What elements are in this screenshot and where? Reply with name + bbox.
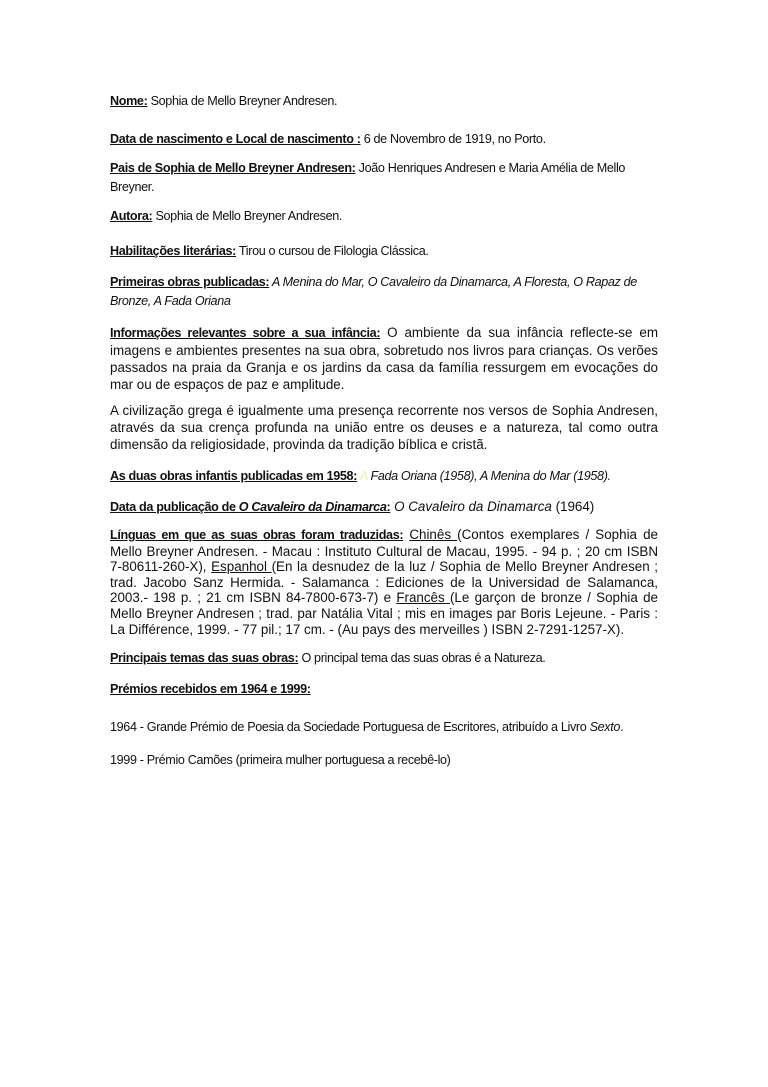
premio-1964-end: .: [620, 720, 624, 735]
nome-value: Sophia de Mello Breyner Andresen.: [147, 94, 338, 108]
lang-frances-text: (Le garçon de bronze / Sophia de Mello Breyner Andresen ; trad. par Natália Vital ; mis en images par Boris Lejeune. - Paris : La Différence, 1999. - 77 pil.; 17 cm. - (Au pays des merveilles ) ISBN 2-7291-1257-X).: [110, 590, 658, 637]
nome-label: Nome:: [110, 94, 148, 108]
premios-heading: [110, 680, 658, 699]
lang-chines-text: (Contos exemplares / Sophia de Mello Breyner Andresen. - Macau : Instituto Cultural de Macau, 1995. - 94 p. ; 20 cm ISBN 7-80611-260-X),: [110, 527, 658, 575]
primeiras-obras-label: Primeiras obras publicadas:: [110, 275, 270, 289]
premio-1964-title: Sexto: [589, 720, 621, 735]
cavaleiro-label-prefix: Data da publicação de: [110, 500, 239, 514]
cavaleiro-year: (1964): [551, 499, 595, 514]
infancia-paragraph: [110, 324, 658, 393]
pais-value: João Henriques Andresen e Maria Amélia de Mello Breyner.: [110, 161, 626, 194]
premios-label: Prémios recebidos em 1964 e 1999:: [110, 682, 311, 697]
cavaleiro-title: O Cavaleiro da Dinamarca: [390, 499, 552, 514]
cavaleiro-line: [110, 497, 658, 517]
habilitacoes-label: Habilitações literárias:: [110, 244, 236, 258]
temas-label: Principais temas das suas obras:: [110, 651, 299, 666]
habilitacoes-line: [110, 242, 658, 261]
nome-line: [110, 92, 658, 111]
premio-1999: 1999 - Prémio Camões (primeira mulher portuguesa a recebê-lo): [110, 753, 451, 768]
nascimento-line: [110, 130, 658, 149]
obras-infantis-value: Fada Oriana (1958), A Menina do Mar (1958).: [367, 469, 611, 483]
infancia-label: Informações relevantes sobre a sua infância:: [110, 326, 381, 340]
lang-frances: Francês: [396, 590, 450, 606]
lang-espanhol-text: (En la desnudez de la luz / Sophia de Mello Breyner Andresen ; trad. Jacobo Sanz Hermida. - Salamanca : Ediciones de la Universidad de Salamanca, 2003.- 198 p. ; 21 cm ISBN 84-7800-673-7) e: [110, 559, 658, 606]
habilitacoes-value: Tirou o cursou de Filologia Clássica.: [236, 244, 429, 258]
autora-label: Autora:: [110, 209, 153, 223]
temas-line: [110, 649, 658, 668]
primeiras-obras-line: [110, 273, 658, 311]
nascimento-value: 6 de Novembro de 1919, no Porto.: [360, 132, 546, 146]
premio-1964: [110, 718, 658, 737]
autora-line: [110, 207, 658, 226]
obras-infantis-label: As duas obras infantis publicadas em 1958:: [110, 469, 358, 483]
linguas-paragraph: [110, 527, 658, 637]
obras-infantis-line: [110, 467, 658, 486]
pais-label: Pais de Sophia de Mello Breyner Andresen:: [110, 161, 356, 175]
nascimento-label: Data de nascimento e Local de nascimento :: [110, 132, 361, 146]
primeiras-obras-value: A Menina do Mar, O Cavaleiro da Dinamarca, A Floresta, O Rapaz de Bronze, A Fada Oriana: [110, 275, 637, 308]
obras-infantis-mark: A: [357, 469, 368, 483]
premio-1964-text: 1964 - Grande Prémio de Poesia da Sociedade Portuguesa de Escritores, atribuído a Livro: [110, 720, 590, 735]
linguas-label: Línguas em que as suas obras foram traduzidas:: [110, 528, 404, 542]
temas-value: O principal tema das suas obras é a Natureza.: [298, 651, 546, 666]
infancia-value: O ambiente da sua infância reflecte-se em imagens e ambientes presentes na sua obra, sobretudo nos livros para crianças. Os verões passados na praia da Granja e os jardins da casa da família ressurgem em evocações do mar ou de espaços de paz e amplitude.: [110, 325, 658, 392]
lang-espanhol: Espanhol: [211, 559, 272, 575]
lang-chines: Chinês: [409, 527, 458, 542]
document-body: [110, 92, 658, 770]
pais-line: [110, 159, 658, 197]
civilizacao-paragraph: A civilização grega é igualmente uma presença recorrente nos versos de Sophia Andresen, através da sua crença profunda na união entre os deuses e a natureza, tal como outra dimensão da religiosidade, provinda da tradição bíblica e cristã.: [110, 403, 658, 452]
autora-value: Sophia de Mello Breyner Andresen.: [152, 209, 343, 223]
cavaleiro-label-colon: :: [386, 500, 391, 514]
cavaleiro-label-title: O Cavaleiro da Dinamarca: [238, 500, 387, 514]
